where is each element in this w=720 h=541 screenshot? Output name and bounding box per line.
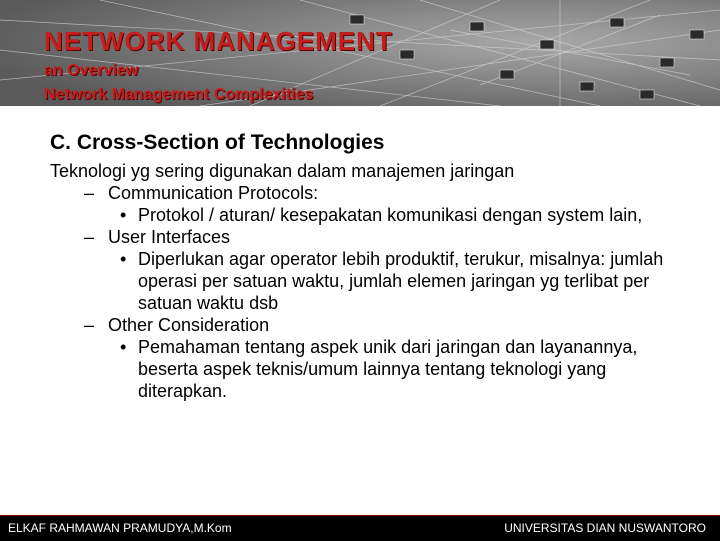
list-item-heading	[50, 226, 690, 248]
list-item-heading	[50, 182, 690, 204]
intro-text: Teknologi yg sering digunakan dalam manajemen jaringan	[50, 161, 515, 181]
presentation-title: NETWORK MANAGEMENT	[44, 26, 393, 56]
list-item-detail	[50, 336, 690, 402]
footer-institution: UNIVERSITAS DIAN NUSWANTORO	[504, 521, 706, 535]
dash-marker: –	[84, 183, 95, 203]
dash-marker: –	[84, 315, 95, 335]
list-item-heading	[50, 314, 690, 336]
slide-body	[50, 160, 690, 402]
detail-text: Diperlukan agar operator lebih produktif, terukur, misalnya: jumlah operasi per satuan waktu, jumlah elemen jaringan yg terlibat per satuan waktu dsb	[138, 249, 664, 313]
bullet-marker: •	[120, 337, 127, 357]
bullet-marker: •	[120, 249, 127, 269]
list-item-detail	[50, 204, 690, 226]
detail-text: Pemahaman tentang aspek unik dari jaringan dan layanannya, beserta aspek teknis/umum lainnya tentang teknologi yang diterapkan.	[138, 337, 638, 401]
header-banner	[0, 0, 720, 106]
dash-marker: –	[84, 227, 95, 247]
heading-text: User Interfaces	[108, 227, 231, 247]
section-title: C. Cross-Section of Technologies	[50, 131, 385, 154]
detail-text: Protokol / aturan/ kesepakatan komunikasi dengan system lain,	[138, 205, 643, 225]
presentation-subtitle-topic: Network Management Complexities	[44, 86, 314, 103]
heading-text: Other Consideration	[108, 315, 270, 335]
heading-text: Communication Protocols:	[108, 183, 319, 203]
bullet-marker: •	[120, 205, 127, 225]
presentation-subtitle: an Overview	[44, 62, 139, 79]
list-item-detail	[50, 248, 690, 314]
footer-bar	[0, 515, 720, 541]
footer-author: ELKAF RAHMAWAN PRAMUDYA,M.Kom	[8, 521, 232, 535]
